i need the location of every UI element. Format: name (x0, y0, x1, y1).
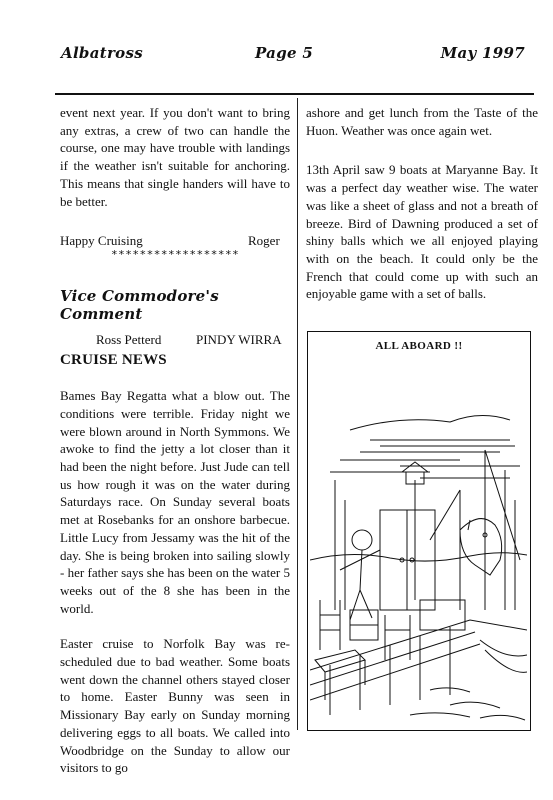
left-column (60, 104, 290, 777)
star-divider: ****************** (111, 248, 240, 262)
page-number: Page 5 (255, 44, 314, 62)
signoff (60, 232, 290, 249)
cartoon-frame (307, 331, 531, 731)
paragraph-huon: ashore and get lunch from the Taste of the Huon. Weather was once again wet. (306, 105, 538, 138)
header-rule (55, 93, 534, 95)
column-divider (297, 98, 298, 730)
paragraph-regatta: Bames Bay Regatta what a blow out. The conditions were terrible. Friday night we were blown around in North Symmons. We awoke to find the jetty a lot closer than it had been the night before. Just Jude can tell us how rough it was on the water during Saturdays race. On Sunday several boats met at Rosebanks for an onshore barbecue. Little Lucy from Jessamy was the hit of the day. She is being broken into sailing slowly - her father says she has been on the water 5 weeks out of the 8 she has been in the world. (60, 388, 290, 616)
paragraph-maryanne: 13th April saw 9 boats at Maryanne Bay. It was a perfect day weather wise. The water was like a sheet of glass and not a breath of breeze. Bird of Dawning produced a set of shiny balls which we all enjoyed playing with on the beach. It could only be the French that could come up with such an enjoyable game with a set of balls. (306, 162, 538, 302)
paragraph-easter: Easter cruise to Norfolk Bay was re-scheduled due to bad weather. Some boats went down the channel others stayed closer to home. Easter Bunny was seen in Missionary Bay early on Sunday morning delivering eggs to all boats. We called into Woodbridge on the Sunday to allow our visitors to go (60, 636, 290, 776)
issue-date: May 1997 (440, 44, 525, 62)
page-header (55, 44, 525, 70)
paragraph-event: event next year. If you don't want to bring any extras, a crew of two can handle the course, one may have trouble with landings if the weather isn't suitable for anchoring. This means that single handers will have to be better. (60, 105, 290, 209)
byline (60, 332, 290, 349)
cartoon-illustration (310, 360, 527, 727)
byline-author: Ross Petterd (96, 332, 162, 348)
section-title: Vice Commodore's Comment (60, 287, 219, 324)
newsletter-title: Albatross (61, 44, 143, 62)
right-column (306, 104, 538, 303)
cartoon-title: ALL ABOARD !! (375, 340, 463, 352)
byline-boat: PINDY WIRRA (196, 332, 282, 348)
signoff-author: Roger (248, 233, 280, 249)
cruise-news-heading: CRUISE NEWS (60, 352, 167, 369)
signoff-text: Happy Cruising (60, 233, 143, 249)
